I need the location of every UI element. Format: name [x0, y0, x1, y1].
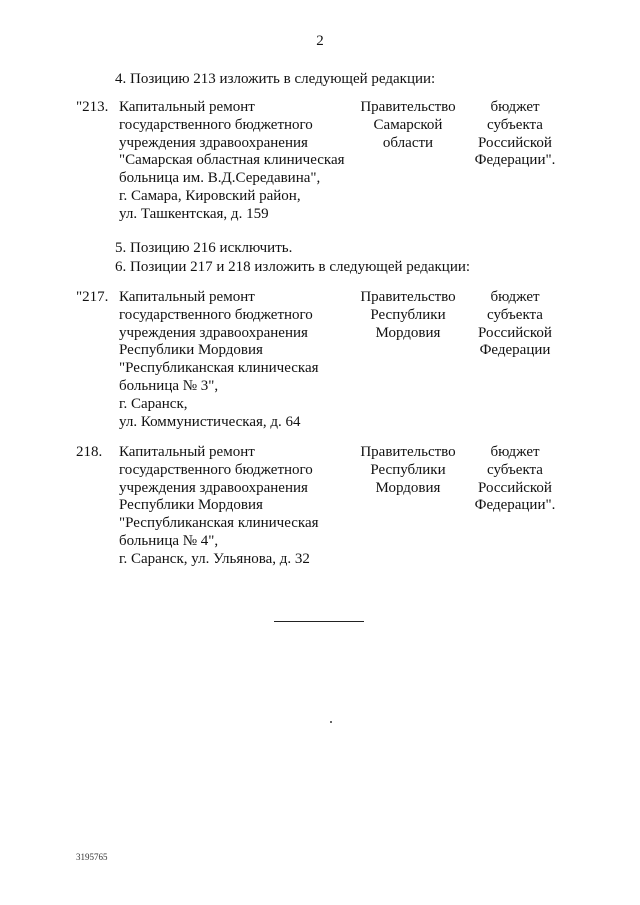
document-code: 3195765 — [76, 852, 108, 862]
instruction-item-6: 6. Позиции 217 и 218 изложить в следующей редакции: — [115, 259, 471, 275]
row-budget-213: бюджет субъекта Российской Федерации". — [474, 99, 556, 169]
row-government-217: Правительство Республики Мордовия — [360, 289, 456, 341]
stray-dot-mark — [330, 721, 332, 723]
row-government-213: Правительство Самарской области — [360, 99, 456, 151]
instruction-item-5: 5. Позицию 216 исключить. — [115, 240, 293, 256]
row-budget-218: бюджет субъекта Российской Федерации". — [474, 444, 556, 514]
instruction-item-4: 4. Позицию 213 изложить в следующей редакции: — [115, 71, 436, 87]
row-government-218: Правительство Республики Мордовия — [360, 444, 456, 496]
row-number-217: "217. — [76, 289, 109, 305]
row-number-213: "213. — [76, 99, 109, 115]
row-description-217: Капитальный ремонт государственного бюджетного учреждения здравоохранения Республики Мордовия "Республиканская клиническая больница № 3", г. Саранск, ул. Коммунистическая, д. 64 — [119, 289, 319, 430]
page-number: 2 — [316, 33, 324, 49]
row-budget-217: бюджет субъекта Российской Федерации — [478, 289, 552, 359]
row-description-218: Капитальный ремонт государственного бюджетного учреждения здравоохранения Республики Мордовия "Республиканская клиническая больница № 4", г. Саранск, ул. Ульянова, д. 32 — [119, 444, 319, 567]
row-description-213: Капитальный ремонт государственного бюджетного учреждения здравоохранения "Самарская областная клиническая больница им. В.Д.Середавина", г. Самара, Кировский район, ул. Ташкентская, д. 159 — [119, 99, 345, 222]
row-number-218: 218. — [76, 444, 103, 460]
end-rule-divider — [274, 621, 364, 622]
